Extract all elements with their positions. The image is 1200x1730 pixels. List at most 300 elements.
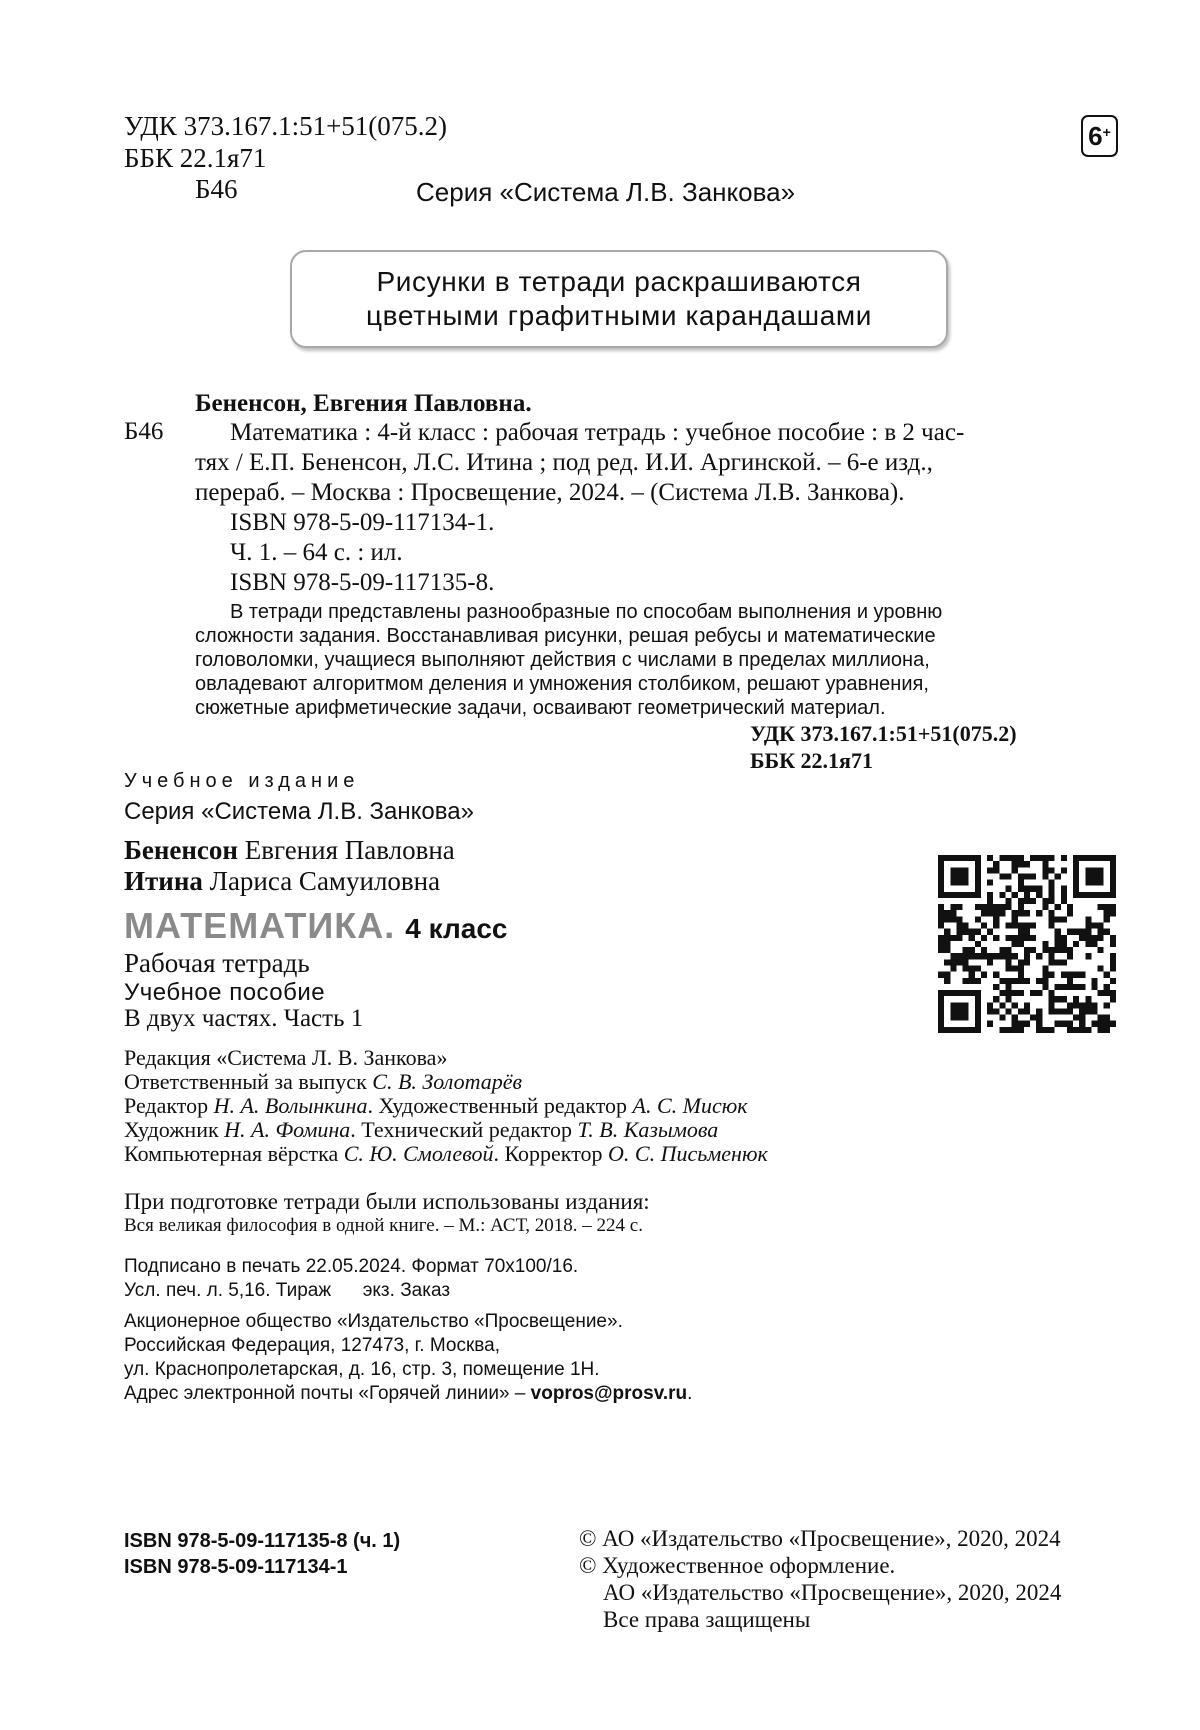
qr-module [1042, 904, 1048, 910]
sources-intro: При подготовке тетради были использованы издания: [124, 1189, 650, 1214]
qr-module [1079, 892, 1085, 898]
copyright-line: © АО «Издательство «Просвещение», 2020, 2024 [579, 1526, 1061, 1551]
qr-module [993, 996, 999, 1002]
qr-module [938, 873, 944, 879]
qr-module [975, 941, 981, 947]
qr-module [1055, 984, 1061, 990]
qr-module [975, 990, 981, 996]
qr-module [1110, 935, 1116, 941]
qr-module [969, 953, 975, 959]
qr-module [944, 910, 950, 916]
qr-module [963, 1008, 969, 1014]
qr-module [999, 1015, 1005, 1021]
qr-module [1061, 935, 1067, 941]
qr-module [1110, 959, 1116, 965]
annotation-line: В тетради представлены разнообразные по способам выполнения и уровню [230, 601, 943, 623]
qr-module [969, 929, 975, 935]
catalog-isbn-block [230, 508, 494, 598]
qr-code-icon[interactable] [938, 855, 1116, 1033]
qr-module [1055, 941, 1061, 947]
qr-module [1024, 892, 1030, 898]
qr-module [1042, 978, 1048, 984]
qr-module [1067, 953, 1073, 959]
qr-module [1006, 984, 1012, 990]
qr-module [981, 923, 987, 929]
qr-module [1024, 861, 1030, 867]
qr-module [956, 1027, 962, 1033]
qr-module [1048, 923, 1054, 929]
qr-module [1104, 1002, 1110, 1008]
qr-module [1012, 1027, 1018, 1033]
qr-module [975, 1002, 981, 1008]
qr-module [1006, 898, 1012, 904]
qr-module [1110, 1021, 1116, 1027]
qr-module [1055, 959, 1061, 965]
qr-module [1091, 855, 1097, 861]
qr-module [1085, 923, 1091, 929]
qr-module [956, 959, 962, 965]
qr-module [1036, 910, 1042, 916]
qr-module [1098, 880, 1104, 886]
qr-module [1055, 935, 1061, 941]
qr-module [975, 953, 981, 959]
qr-module [956, 1008, 962, 1014]
print-line: Усл. печ. л. 5,16. Тираж экз. Заказ [124, 1280, 451, 1301]
qr-module [999, 892, 1005, 898]
qr-module [1061, 1021, 1067, 1027]
qr-module [938, 855, 944, 861]
qr-module [1079, 984, 1085, 990]
qr-module [1098, 867, 1104, 873]
qr-module [1030, 935, 1036, 941]
qr-module [1048, 972, 1054, 978]
qr-module [1085, 996, 1091, 1002]
qr-module [1067, 978, 1073, 984]
qr-module [975, 1027, 981, 1033]
qr-module [1018, 904, 1024, 910]
qr-module [1018, 959, 1024, 965]
qr-module [1036, 892, 1042, 898]
qr-module [963, 990, 969, 996]
qr-module [1055, 916, 1061, 922]
catalog-author-heading: Бененсон, Евгения Павловна. [195, 390, 532, 417]
qr-module [1098, 1027, 1104, 1033]
qr-module [1067, 1021, 1073, 1027]
qr-module [1110, 892, 1116, 898]
qr-module [1110, 873, 1116, 879]
qr-module [1048, 959, 1054, 965]
qr-module [950, 1015, 956, 1021]
qr-module [1098, 929, 1104, 935]
annotation-line: овладевают алгоритмом деления и умножения столбиком, решают уравнения, [195, 673, 929, 695]
qr-module [1073, 996, 1079, 1002]
qr-module [987, 867, 993, 873]
qr-module [950, 855, 956, 861]
qr-module [975, 880, 981, 886]
print-info [124, 1255, 578, 1303]
qr-module [1055, 1008, 1061, 1014]
qr-module [987, 904, 993, 910]
qr-module [999, 947, 1005, 953]
qr-module [938, 1027, 944, 1033]
qr-module [1018, 929, 1024, 935]
qr-module [944, 978, 950, 984]
qr-module [1012, 892, 1018, 898]
qr-module [956, 855, 962, 861]
qr-module [1012, 861, 1018, 867]
qr-module [1042, 947, 1048, 953]
qr-module [1098, 965, 1104, 971]
book-title [124, 905, 507, 947]
qr-module [1018, 923, 1024, 929]
qr-module [1098, 892, 1104, 898]
qr-module [1042, 965, 1048, 971]
qr-module [950, 916, 956, 922]
qr-module [1012, 935, 1018, 941]
qr-module [944, 959, 950, 965]
qr-module [938, 892, 944, 898]
qr-module [1036, 855, 1042, 861]
qr-module [1030, 886, 1036, 892]
qr-module [1061, 972, 1067, 978]
copyright-line: АО «Издательство «Просвещение», 2020, 2024 [603, 1580, 1062, 1605]
qr-module [963, 923, 969, 929]
qr-module [993, 1008, 999, 1014]
edition-kind: Учебное издание [124, 770, 360, 792]
book-parts: В двух частях. Часть 1 [124, 1005, 364, 1032]
qr-module [1110, 886, 1116, 892]
qr-module [969, 990, 975, 996]
qr-module [1104, 984, 1110, 990]
qr-module [975, 861, 981, 867]
qr-module [1085, 916, 1091, 922]
qr-module [1104, 892, 1110, 898]
qr-module [1104, 1021, 1110, 1027]
qr-module [963, 873, 969, 879]
qr-module [999, 873, 1005, 879]
qr-module [1061, 886, 1067, 892]
qr-module [956, 916, 962, 922]
qr-module [993, 904, 999, 910]
publisher-email-line: Адрес электронной почты «Горячей линии» – vopros@prosv.ru. [124, 1383, 693, 1404]
qr-module [1079, 1027, 1085, 1033]
qr-module [975, 886, 981, 892]
qr-module [944, 990, 950, 996]
annotation-line: сложности задания. Восстанавливая рисунки, решая ребусы и математические [195, 625, 936, 647]
editorial-staff [124, 1046, 768, 1166]
qr-module [1061, 984, 1067, 990]
qr-module [938, 941, 944, 947]
qr-module [993, 935, 999, 941]
qr-module [956, 923, 962, 929]
qr-module [1079, 972, 1085, 978]
qr-module [975, 867, 981, 873]
qr-module [944, 935, 950, 941]
notice-line: Рисунки в тетради раскрашиваются [376, 266, 862, 297]
qr-module [1098, 990, 1104, 996]
qr-module [1048, 886, 1054, 892]
qr-module [1042, 1027, 1048, 1033]
qr-module [1055, 1021, 1061, 1027]
copyright-line: © Художественное оформление. [579, 1553, 896, 1578]
qr-module [999, 855, 1005, 861]
qr-module [1110, 880, 1116, 886]
qr-module [963, 1015, 969, 1021]
qr-module [999, 1002, 1005, 1008]
qr-module [1042, 898, 1048, 904]
qr-module [950, 880, 956, 886]
qr-module [1024, 1008, 1030, 1014]
qr-module [1091, 880, 1097, 886]
catalog-line: тях / Е.П. Бененсон, Л.С. Итина ; под ред. И.И. Аргинской. – 6-е изд., [195, 449, 933, 476]
qr-module [956, 867, 962, 873]
qr-module [944, 929, 950, 935]
qr-module [1085, 929, 1091, 935]
qr-module [1085, 1002, 1091, 1008]
qr-module [944, 972, 950, 978]
qr-module [956, 929, 962, 935]
qr-module [975, 996, 981, 1002]
qr-module [1067, 1008, 1073, 1014]
qr-module [1012, 1021, 1018, 1027]
qr-module [1018, 886, 1024, 892]
qr-module [944, 947, 950, 953]
qr-module [938, 972, 944, 978]
notice-line: цветными графитными карандашами [366, 300, 872, 331]
footer-isbn [124, 1528, 400, 1580]
qr-module [950, 965, 956, 971]
qr-module [1073, 892, 1079, 898]
qr-module [1006, 996, 1012, 1002]
qr-module [987, 959, 993, 965]
qr-module [1055, 996, 1061, 1002]
age-rating-badge: 6+ [1081, 115, 1118, 157]
qr-module [1110, 941, 1116, 947]
qr-module [938, 1015, 944, 1021]
qr-module [938, 990, 944, 996]
qr-module [1012, 1002, 1018, 1008]
qr-module [1091, 941, 1097, 947]
qr-module [987, 1008, 993, 1014]
qr-module [1012, 941, 1018, 947]
qr-module [1098, 1015, 1104, 1021]
qr-module [975, 904, 981, 910]
qr-module [1024, 935, 1030, 941]
qr-module [950, 935, 956, 941]
qr-module [1006, 990, 1012, 996]
qr-module [1018, 855, 1024, 861]
authors [124, 835, 455, 897]
qr-module [987, 1021, 993, 1027]
qr-module [1042, 867, 1048, 873]
qr-module [1091, 935, 1097, 941]
annotation-line: головоломки, учащиеся выполняют действия с числами в пределах миллиона, [195, 649, 930, 671]
qr-module [1012, 910, 1018, 916]
qr-module [1061, 996, 1067, 1002]
qr-module [1006, 1027, 1012, 1033]
isbn-line: ISBN 978-5-09-117135-8 (ч. 1) [124, 1530, 401, 1552]
qr-module [987, 855, 993, 861]
qr-module [999, 904, 1005, 910]
publisher-info [124, 1310, 692, 1406]
qr-module [1098, 923, 1104, 929]
qr-module [969, 1027, 975, 1033]
qr-module [1079, 935, 1085, 941]
qr-module [1018, 880, 1024, 886]
qr-module [1085, 1008, 1091, 1014]
staff-line: Редактор Н. А. Волынкина. Художественный редактор А. С. Мисюк [124, 1093, 748, 1118]
qr-module [1042, 972, 1048, 978]
qr-module [1018, 910, 1024, 916]
qr-module [1006, 947, 1012, 953]
qr-module [1042, 861, 1048, 867]
qr-module [1024, 1002, 1030, 1008]
qr-module [975, 1008, 981, 1014]
qr-module [1042, 855, 1048, 861]
qr-module [938, 996, 944, 1002]
qr-module [1030, 990, 1036, 996]
qr-module [938, 910, 944, 916]
qr-module [1073, 984, 1079, 990]
qr-module [944, 855, 950, 861]
qr-module [1055, 873, 1061, 879]
book-type: Учебное пособие [124, 979, 326, 1006]
qr-module [1098, 904, 1104, 910]
qr-module [969, 855, 975, 861]
qr-module [950, 867, 956, 873]
qr-module [938, 916, 944, 922]
qr-module [1091, 867, 1097, 873]
qr-module [1030, 923, 1036, 929]
qr-module [981, 910, 987, 916]
qr-module [975, 916, 981, 922]
qr-module [1091, 978, 1097, 984]
qr-module [993, 972, 999, 978]
qr-module [975, 965, 981, 971]
qr-module [938, 886, 944, 892]
qr-module [987, 929, 993, 935]
qr-module [1067, 1027, 1073, 1033]
qr-module [1098, 947, 1104, 953]
qr-module [1091, 892, 1097, 898]
qr-module [1036, 1008, 1042, 1014]
qr-module [963, 1027, 969, 1033]
catalog-annotation [230, 600, 1050, 624]
qr-module [1048, 898, 1054, 904]
qr-module [963, 892, 969, 898]
qr-module [1030, 898, 1036, 904]
qr-module [938, 880, 944, 886]
qr-module [1110, 953, 1116, 959]
qr-module [1024, 898, 1030, 904]
qr-module [975, 1015, 981, 1021]
qr-module [1048, 916, 1054, 922]
qr-module [1048, 953, 1054, 959]
qr-module [1048, 880, 1054, 886]
qr-module [1036, 1015, 1042, 1021]
qr-module [1073, 1002, 1079, 1008]
qr-module [963, 1002, 969, 1008]
qr-module [1067, 910, 1073, 916]
qr-module [975, 1021, 981, 1027]
publisher-line: ул. Краснопролетарская, д. 16, стр. 3, помещение 1Н. [124, 1359, 600, 1380]
qr-module [999, 978, 1005, 984]
qr-module [969, 947, 975, 953]
qr-module [1055, 929, 1061, 935]
qr-module [1055, 904, 1061, 910]
qr-module [1024, 1021, 1030, 1027]
qr-module [993, 953, 999, 959]
title-main: МАТЕМАТИКА. [124, 905, 396, 946]
qr-module [938, 947, 944, 953]
qr-module [1061, 855, 1067, 861]
qr-module [987, 892, 993, 898]
qr-module [1079, 1015, 1085, 1021]
catalog-annotation-cont [195, 624, 936, 720]
qr-module [1067, 904, 1073, 910]
qr-module [1098, 935, 1104, 941]
catalog-mark: Б46 [124, 418, 164, 445]
print-line: Подписано в печать 22.05.2024. Формат 70х100/16. [124, 1256, 579, 1277]
qr-module [963, 867, 969, 873]
qr-module [938, 1021, 944, 1027]
qr-module [1018, 935, 1024, 941]
qr-module [1067, 929, 1073, 935]
qr-module [1036, 990, 1042, 996]
qr-module [1104, 929, 1110, 935]
staff-line: Ответственный за выпуск С. В. Золотарёв [124, 1069, 523, 1094]
qr-module [987, 898, 993, 904]
qr-module [1098, 1021, 1104, 1027]
qr-module [963, 880, 969, 886]
catalog-udk: УДК 373.167.1:51+51(075.2) [750, 721, 1017, 746]
qr-module [1012, 978, 1018, 984]
qr-module [1006, 1008, 1012, 1014]
qr-module [1012, 916, 1018, 922]
qr-module [1073, 929, 1079, 935]
qr-module [969, 965, 975, 971]
qr-module [944, 892, 950, 898]
qr-module [1061, 867, 1067, 873]
catalog-part: Ч. 1. – 64 с. : ил. [230, 539, 403, 566]
qr-module [1024, 886, 1030, 892]
qr-module [999, 910, 1005, 916]
qr-module [1018, 1008, 1024, 1014]
qr-module [1012, 855, 1018, 861]
qr-module [987, 910, 993, 916]
qr-module [1018, 990, 1024, 996]
qr-module [1110, 990, 1116, 996]
qr-module [1048, 855, 1054, 861]
book-subtitle: Рабочая тетрадь [124, 948, 310, 978]
qr-module [963, 978, 969, 984]
qr-module [987, 880, 993, 886]
qr-module [938, 1008, 944, 1014]
qr-module [1073, 1015, 1079, 1021]
qr-module [950, 959, 956, 965]
qr-module [969, 978, 975, 984]
qr-module [1018, 898, 1024, 904]
qr-module [1091, 1021, 1097, 1027]
qr-module [1006, 959, 1012, 965]
qr-module [963, 855, 969, 861]
publisher-email[interactable]: vopros@prosv.ru [530, 1383, 688, 1404]
qr-module [1079, 1008, 1085, 1014]
qr-module [963, 953, 969, 959]
qr-module [938, 935, 944, 941]
qr-module [963, 947, 969, 953]
qr-module [1073, 1027, 1079, 1033]
